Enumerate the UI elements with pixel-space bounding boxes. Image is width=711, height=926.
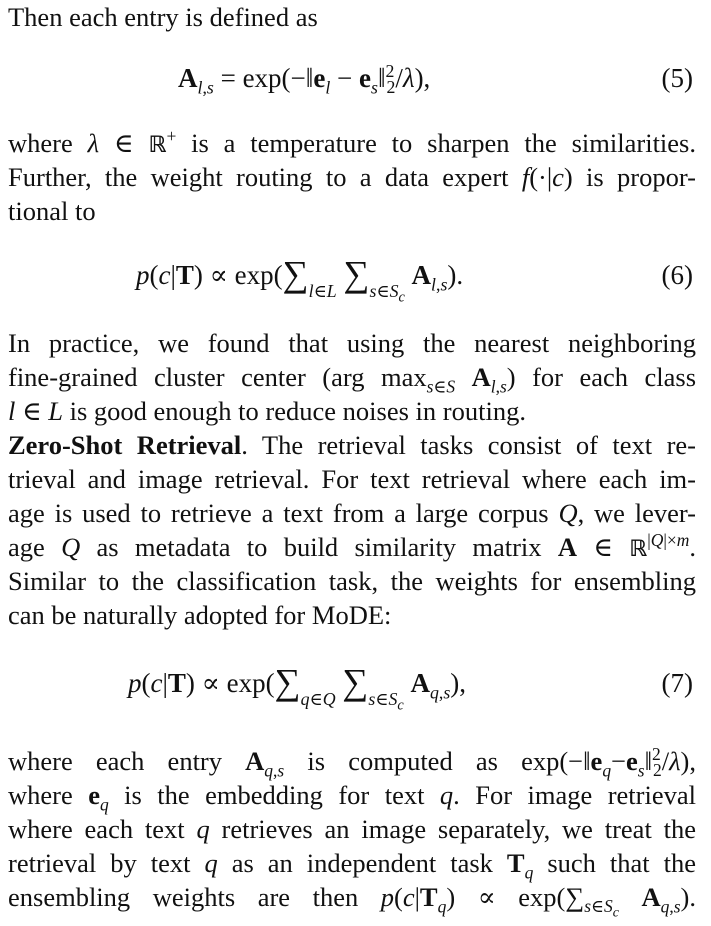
text-line: l ∈ L is good enough to reduce noises in routing. [8,396,526,426]
text-line: fine-grained cluster center (arg $\max_{s\in S} A_{l,s}$) for each class [8,362,697,397]
text-line: age Q as metadata to build similarity matrix A ∈ ℝ$^{|Q|\times m}$. [8,530,696,562]
text-line: retrieval by text q as an independent task $T_q$ such that the [8,848,696,883]
section-heading: Zero-Shot Retrieval [8,430,242,460]
text-line: Similar to the classification task, the weights for ensembling [8,566,696,596]
text-line: In practice, we found that using the nearest neighboring [8,328,696,358]
text-line: ensembling weights are then $p(c|T_q) \propto \exp(\sum_{s\in S_c}$ $A_{q,s}$). [8,882,696,921]
text-line: age is used to retrieve a text from a large corpus Q, we lever- [8,498,697,528]
equation-body: $A_{l,s}$ = $\exp(-‖e_l$ − $e_s‖^2_2/\lambda$), [178,61,431,98]
text-line: can be naturally adopted for MoDE: [8,600,392,630]
text-line: Zero-Shot Retrieval. The retrieval tasks consist of text re- [8,430,696,460]
text-line: Then each entry is defined as [8,2,318,32]
equation-number: (7) [661,668,693,698]
equation-number: (5) [661,63,693,93]
text-line: trieval and image retrieval. For text retrieval where each im- [8,464,696,494]
text-line: where $e_q$ is the embedding for text q. For image retrieval [8,780,696,815]
equation-5 [0,58,711,98]
text-line: where each entry $A_{q,s}$ is computed as $\exp(-‖e_q-e_s‖^2_2/\lambda)$, [8,744,696,781]
text-line: where each text q retrieves an image separately, we treat the [8,814,696,844]
text-line: tional to [8,196,96,226]
equation-body: $p(c|T) \propto \exp(\sum_{q\in Q}$ $\sum_{s\in S_c}$ $A_{q,s}$), [128,662,466,714]
equation-6 [0,254,711,306]
equation-body: $p(c|T) \propto \exp(\sum_{l\in L}$ $\sum_{s\in S_c}$ $A_{l,s}$). [136,254,464,306]
equation-7 [0,662,711,714]
equation-number: (6) [661,260,693,290]
text-line: Further, the weight routing to a data expert f(·|c) is propor- [8,162,696,192]
text-line: where λ ∈ ℝ+ is a temperature to sharpen the similarities. [8,126,696,158]
